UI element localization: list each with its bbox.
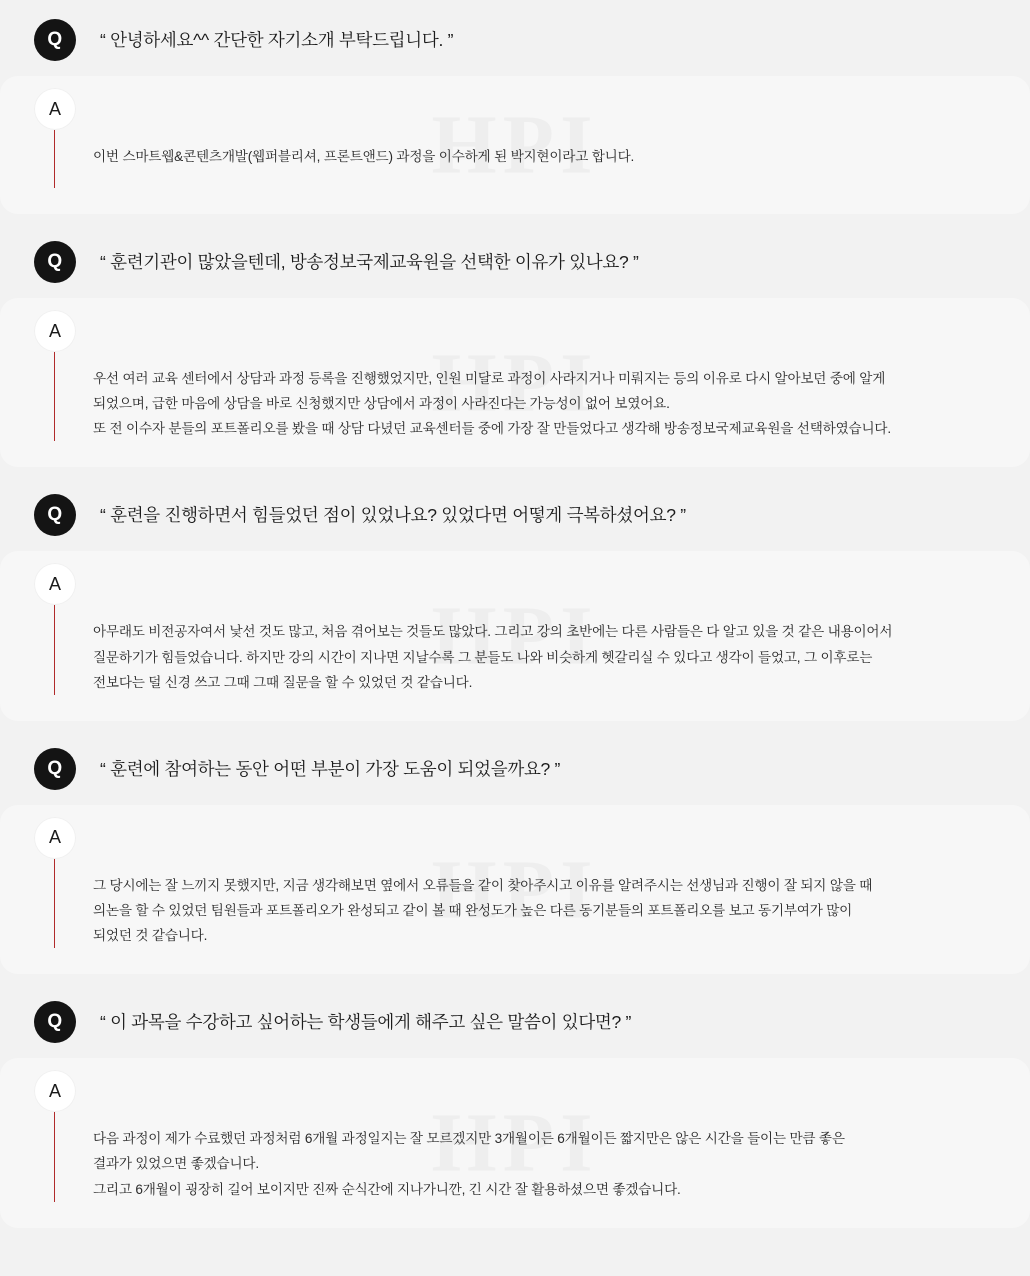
answer-header: [0, 551, 1030, 605]
qa-block: [0, 996, 1030, 1227]
answer-text: 아무래도 비전공자여서 낯선 것도 많고, 처음 겪어보는 것들도 많았다. 그리고 강의 초반에는 다른 사람들은 다 알고 있을 것 같은 내용이어서 질문하기가 힘들었습니다. 하지만 강의 시간이 지나면 지날수록 그 분들도 나와 비슷하게 헷갈리실 수 있다고 생각이 들었고, 그 이후로는 전보다는 덜 신경 쓰고 그때 그때 질문을 할 수 있었던 것 같습니다.: [93, 624, 893, 690]
qa-block: [0, 743, 1030, 974]
answer-card: [0, 805, 1030, 974]
answer-badge: A: [34, 310, 76, 352]
question-badge: Q: [34, 19, 76, 61]
question-badge: Q: [34, 1001, 76, 1043]
question-text: “ 훈련에 참여하는 동안 어떤 부분이 가장 도움이 되었을까요? ”: [100, 758, 561, 779]
answer-text: 우선 여러 교육 센터에서 상담과 과정 등록을 진행했었지만, 인원 미달로 과정이 사라지거나 미뤄지는 등의 이유로 다시 알아보던 중에 알게 되었으며, 급한 마음에 상담을 바로 신청했지만 상담에서 과정이 사라진다는 가능성이 없어 보였어요. 또 전 이수자 분들의 포트폴리오를 봤을 때 상담 다녔던 교육센터들 중에 가장 잘 만들었다고 생각해 방송정보국제교육원을 선택하였습니다.: [93, 371, 891, 437]
question-row: [0, 489, 1030, 541]
answer-card: [0, 1058, 1030, 1227]
answer-text: 그 당시에는 잘 느끼지 못했지만, 지금 생각해보면 옆에서 오류들을 같이 찾아주시고 이유를 알려주시는 선생님과 진행이 잘 되지 않을 때 의논을 할 수 있었던 팀원들과 포트폴리오가 완성되고 같이 볼 때 완성도가 높은 다른 동기분들의 포트폴리오를 보고 동기부여가 많이 되었던 것 같습니다.: [93, 877, 873, 944]
qa-block: [0, 489, 1030, 720]
answer-text: 다음 과정이 제가 수료했던 과정처럼 6개월 과정일지는 잘 모르겠지만 3개월이든 6개월이든 짧지만은 않은 시간을 들이는 만큼 좋은 결과가 있었으면 좋겠습니다. 그리고 6개월이 굉장히 길어 보이지만 진짜 순식간에 지나가니깐, 긴 시간 잘 활용하셨으면 좋겠습니다.: [93, 1131, 845, 1197]
answer-header: [0, 1058, 1030, 1112]
answer-text: 이번 스마트웹&콘텐츠개발(웹퍼블리셔, 프론트앤드) 과정을 이수하게 된 박지현이라고 합니다.: [93, 149, 635, 164]
answer-accent-rule: [54, 130, 55, 188]
question-badge: Q: [34, 241, 76, 283]
question-text: “ 이 과목을 수강하고 싶어하는 학생들에게 해주고 싶은 말씀이 있다면? ”: [100, 1012, 632, 1033]
question-row: [0, 743, 1030, 795]
qa-block: [0, 236, 1030, 467]
answer-accent-rule: [54, 605, 55, 694]
answer-body: [0, 1112, 1030, 1227]
question-text: “ 안녕하세요^^ 간단한 자기소개 부탁드립니다. ”: [100, 29, 454, 50]
answer-body: [0, 130, 1030, 214]
question-badge: Q: [34, 748, 76, 790]
answer-header: [0, 298, 1030, 352]
answer-header: [0, 805, 1030, 859]
question-row: [0, 14, 1030, 66]
answer-badge: A: [34, 1070, 76, 1112]
qa-block: [0, 14, 1030, 214]
answer-header: [0, 76, 1030, 130]
answer-body: [0, 859, 1030, 974]
question-text: “ 훈련을 진행하면서 힘들었던 점이 있었나요? 있었다면 어떻게 극복하셨어요? ”: [100, 505, 686, 526]
answer-badge: A: [34, 88, 76, 130]
question-text: “ 훈련기관이 많았을텐데, 방송정보국제교육원을 선택한 이유가 있나요? ”: [100, 251, 639, 272]
question-row: [0, 236, 1030, 288]
answer-card: [0, 76, 1030, 214]
answer-badge: A: [34, 563, 76, 605]
question-badge: Q: [34, 494, 76, 536]
question-row: [0, 996, 1030, 1048]
answer-body: [0, 605, 1030, 720]
answer-accent-rule: [54, 352, 55, 441]
answer-card: [0, 551, 1030, 720]
answer-badge: A: [34, 817, 76, 859]
answer-body: [0, 352, 1030, 467]
answer-card: [0, 298, 1030, 467]
answer-accent-rule: [54, 859, 55, 948]
answer-accent-rule: [54, 1112, 55, 1201]
